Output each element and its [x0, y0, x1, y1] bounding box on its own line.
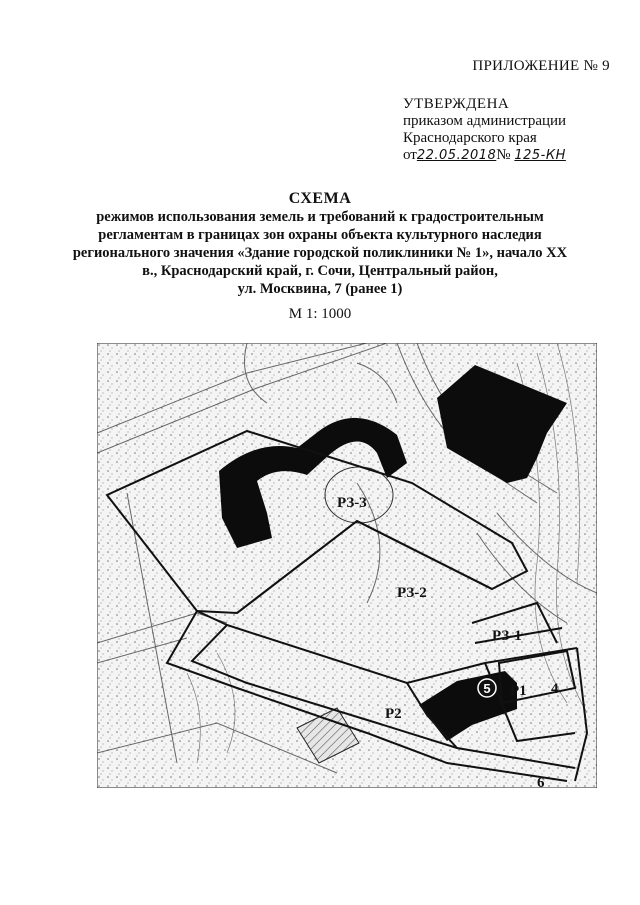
approval-number: 125-КН [514, 148, 566, 163]
title-line-5: ул. Москвина, 7 (ранее 1) [237, 281, 403, 297]
zone-label-r1: Р1 [510, 683, 527, 699]
title-line-2: регламентам в границах зон охраны объекта культурного наследия [98, 227, 542, 243]
from-prefix: от [403, 147, 417, 163]
map-drawing [97, 343, 597, 788]
point-4: 4 [551, 681, 559, 697]
point-6: 6 [537, 775, 545, 788]
zone-label-rz3: РЗ-3 [337, 495, 367, 511]
zone-label-rz2: РЗ-2 [397, 585, 427, 601]
title-line-3: регионального значения «Здание городской поликлиники № 1», начало XX [72, 245, 568, 261]
object-number: 5 [483, 681, 491, 696]
title-line-1: режимов использования земель и требований к градостроительным [96, 209, 544, 225]
approval-block [403, 96, 566, 164]
approved-label: УТВЕРЖДЕНА [403, 96, 510, 112]
document-title [40, 190, 600, 298]
title-line-4: в., Краснодарский край, г. Сочи, Центральный район, [142, 263, 498, 279]
approval-line-1: приказом администрации [403, 113, 567, 129]
zone-label-rz1: РЗ-1 [492, 628, 522, 644]
site-map [97, 343, 597, 788]
approval-date: 22.05.2018 [416, 148, 497, 163]
appendix-label: ПРИЛОЖЕНИЕ № 9 [472, 58, 610, 74]
approval-date-line [403, 147, 566, 164]
number-prefix: № [496, 147, 511, 163]
title-heading: СХЕМА [288, 190, 352, 207]
scale-label: М 1: 1000 [288, 306, 352, 322]
zone-label-r2: Р2 [385, 706, 402, 722]
approval-line-2: Краснодарского края [403, 130, 537, 146]
